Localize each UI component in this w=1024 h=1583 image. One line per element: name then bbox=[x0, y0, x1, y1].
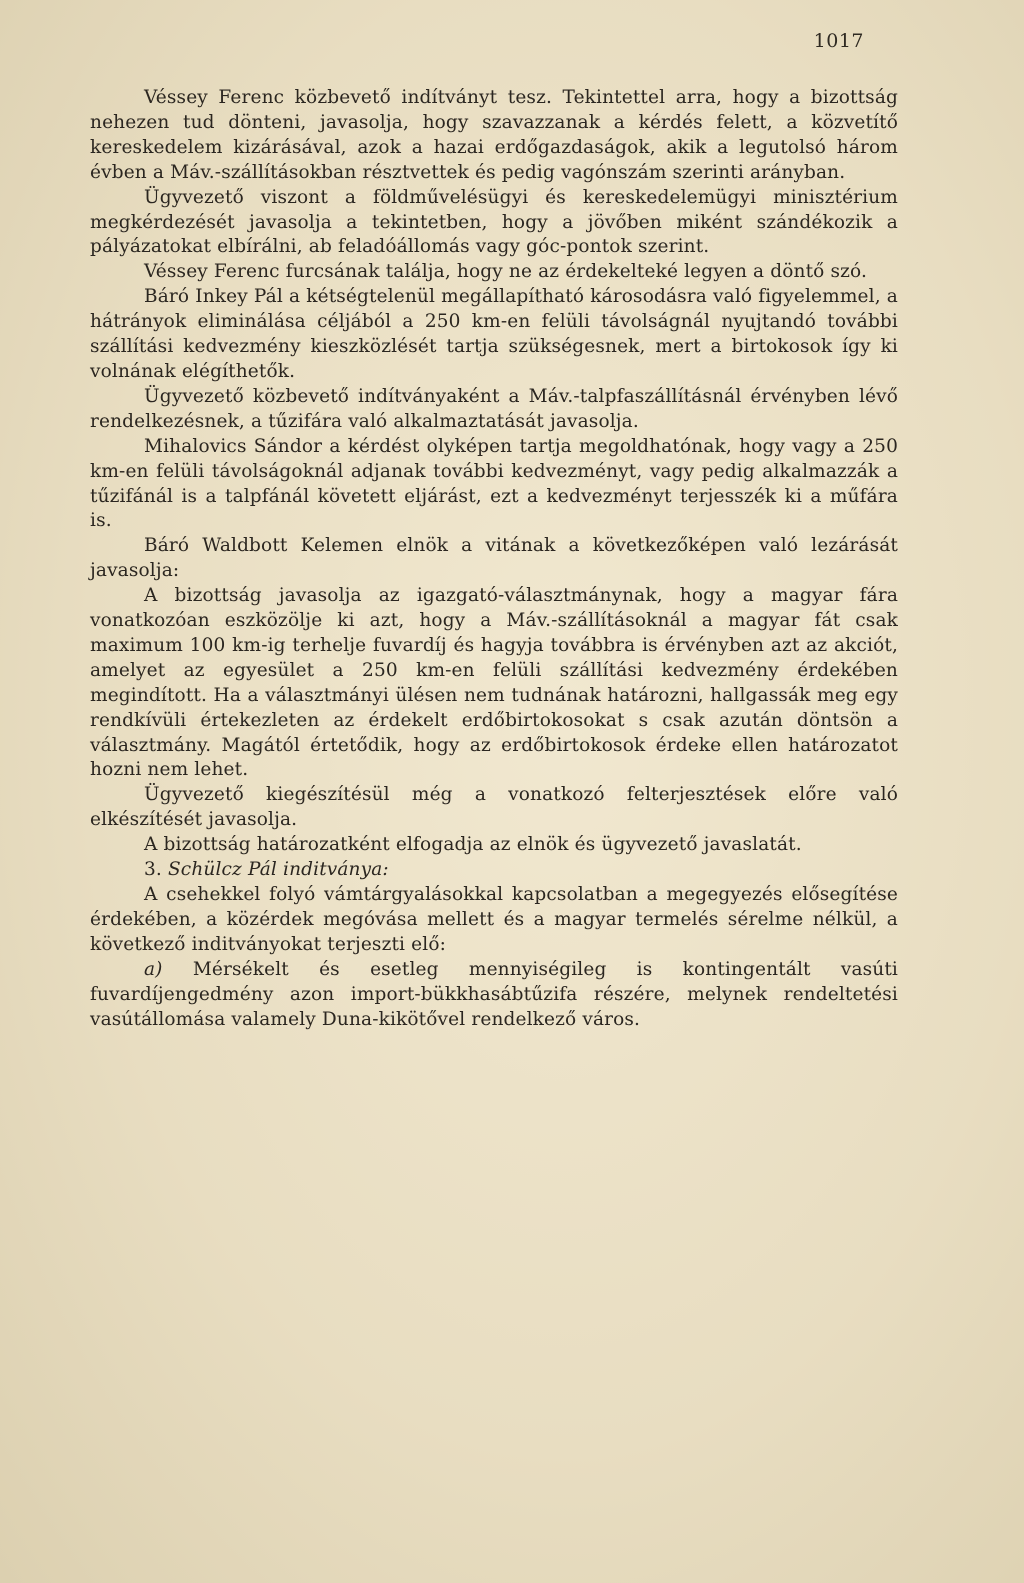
paragraph-vessey-motion: Véssey Ferenc közbevető indítványt tesz. Tekintettel arra, hogy a bizottság nehezen tud dönteni, javasolja, hogy szavazzanak a kérdés felett, a közvetítő kereskedelem kizárásával, azok a hazai erdőgazdaságok, akik a legutolsó három évben a Máv.-szállításokban résztvettek és pedig vagónszám szerinti arányban. bbox=[90, 87, 898, 183]
motion-heading bbox=[90, 858, 898, 883]
motion-item-a bbox=[90, 958, 898, 1033]
motion-item-a-label: a) bbox=[144, 958, 163, 980]
paragraph-executive-supplement: Ügyvezető kiegészítésül még a vonatkozó felterjesztések előre való elkészítését javasolja. bbox=[90, 784, 898, 831]
paragraph-committee-resolution: A bizottság határozatként elfogadja az elnök és ügyvezető javaslatát. bbox=[144, 834, 802, 856]
paragraph-vessey-stakeholders: Véssey Ferenc furcsának találja, hogy ne az érdekelteké legyen a döntő szó. bbox=[144, 261, 868, 283]
paragraph-motion-intro: A csehekkel folyó vámtárgyalásokkal kapcsolatban a megegyezés elősegítése érdekében, a közérdek megóvása mellett és a magyar termelés sérelme nélkül, a következő inditványokat terjeszti elő: bbox=[90, 884, 898, 955]
motion-number: 3. bbox=[144, 859, 162, 881]
paragraph-inkey-discount: Báró Inkey Pál a kétségtelenül megállapítható károsodásra való figyelemmel, a hátrányok eliminálása céljából a 250 km-en felüli távolságnál nyujtandó további szállítási kedvezmény kieszközlését tartja szükségesnek, mert a birtokosok így ki volnának elégíthetők. bbox=[90, 286, 898, 382]
paragraph-executive-ministry: Ügyvezető viszont a földművelésügyi és kereskedelemügyi minisztérium megkérdezését javasolja a tekintetben, hogy a jövőben miként szándékozik a pályázatokat elbírálni, ab feladóállomás vagy góc-pontok szerint. bbox=[90, 186, 898, 258]
paragraph-mihalovics: Mihalovics Sándor a kérdést olyképen tartja megoldhatónak, hogy vagy a 250 km-en felüli távolságoknál adjanak további kedvezményt, vagy pedig alkalmazzák a tűzifánál is a talpfánál követett eljárást, ezt a kedvezményt terjesszék ki a műfára is. bbox=[90, 435, 898, 532]
text-body bbox=[90, 86, 898, 1032]
page-number: 1017 bbox=[813, 30, 864, 52]
paragraph-executive-sleeper-rule: Ügyvezető közbevető indítványaként a Máv.-talpfaszállításnál érvényben lévő rendelkezésnek, a tűzifára való alkalmaztatását javasolja. bbox=[90, 385, 898, 432]
motion-item-a-text: Mérsékelt és esetleg mennyiségileg is kontingentált vasúti fuvardíjengedmény azon import-bükkhasábtűzifa részére, melynek rendeltetési vasútállomása valamely Duna-kikötővel rendelkező város. bbox=[90, 958, 898, 1030]
paragraph-committee-proposal: A bizottság javasolja az igazgató-választmánynak, hogy a magyar fára vonatkozóan eszközölje ki azt, hogy a Máv.-szállításoknál a magyar fát csak maximum 100 km-ig terhelje fuvardíj és hagyja továbbra is érvényben azt az akciót, amelyet az egyesület a 250 km-en felüli szállítási kedvezmény érdekében megindított. Ha a választmányi ülésen nem tudnának határozni, hallgassák meg egy rendkívüli értekezleten az érdekelt erdőbirtokosokat s csak azután döntsön a választmány. Magától értetődik, hogy az erdőbirtokosok érdeke ellen határozatot hozni nem lehet. bbox=[90, 585, 898, 781]
motion-title: Schülcz Pál inditványa: bbox=[167, 859, 389, 881]
paragraph-waldbott-closing: Báró Waldbott Kelemen elnök a vitának a következőképen való lezárását javasolja: bbox=[90, 535, 898, 582]
